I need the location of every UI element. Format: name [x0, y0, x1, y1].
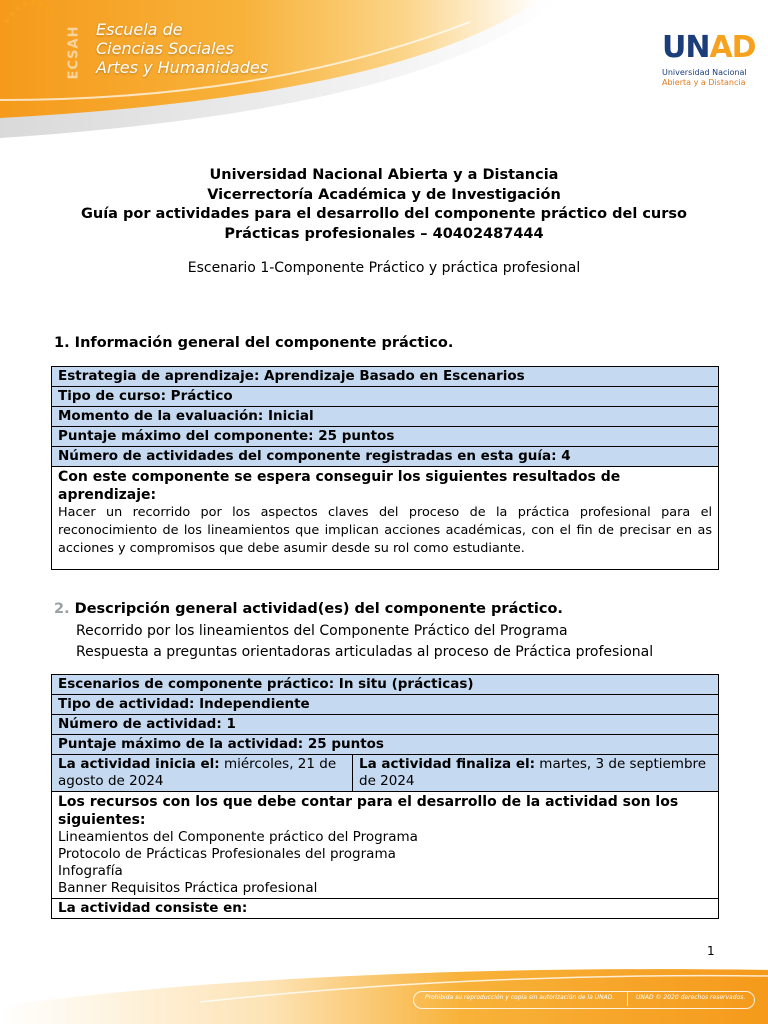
table-row: Estrategia de aprendizaje: Aprendizaje Basado en Escenarios: [52, 367, 719, 387]
title-line: Prácticas profesionales – 40402487444: [224, 225, 544, 242]
activity-end-cell: La actividad finaliza el: martes, 3 de septiembre de 2024: [353, 755, 719, 792]
page-number: 1: [707, 944, 715, 958]
footer-notice: Prohibida su reproducción y copia sin autorización de la UNAD.: [425, 994, 615, 1001]
resources-cell: [52, 792, 719, 899]
school-name: [96, 20, 268, 77]
page-header: [0, 0, 768, 160]
resource-item: Protocolo de Prácticas Profesionales del programa: [58, 846, 396, 862]
title-line: Guía por actividades para el desarrollo del componente práctico del curso: [80, 206, 687, 222]
table-row: Escenarios de componente práctico: In situ (prácticas): [52, 675, 719, 695]
table-row: Número de actividades del componente registradas en esta guía: 4: [52, 447, 719, 467]
unad-logo-subtitle: Universidad Nacional Abierta y a Distancia: [662, 68, 747, 87]
learning-outcomes-heading: Con este componente se espera conseguir los siguientes resultados de aprendizaje:: [58, 469, 621, 503]
activity-start-cell: La actividad inicia el: miércoles, 21 de agosto de 2024: [52, 755, 353, 792]
table-row: Momento de la evaluación: Inicial: [52, 407, 719, 427]
resource-item: Lineamientos del Componente práctico del Programa: [58, 829, 418, 845]
section-1-heading: 1. Información general del componente práctico.: [54, 335, 454, 351]
section-1-table: [51, 366, 719, 570]
school-line: Ciencias Sociales: [96, 39, 234, 58]
table-row: Puntaje máximo del componente: 25 puntos: [52, 427, 719, 447]
ecsah-vertical-label: ECSAH: [66, 25, 82, 79]
resource-item: Infografía: [58, 863, 123, 879]
title-line: Universidad Nacional Abierta y a Distancia: [209, 167, 559, 183]
learning-outcomes-text: Hacer un recorrido por los aspectos claves del proceso de la práctica profesional para el reconocimiento de los lineamientos que implican acciones académicas, con el fin de precisar en as acciones y compromisos que debe asumir desde su rol como estudiante.: [58, 505, 712, 556]
footer-copyright: UNAD © 2020 derechos reservados.: [636, 994, 746, 1001]
section-2-heading: 2. Descripción general actividad(es) del componente práctico.: [54, 601, 563, 617]
section-2-line: Recorrido por los lineamientos del Componente Práctico del Programa: [76, 623, 568, 639]
activity-consists-cell: La actividad consiste en:: [52, 899, 719, 919]
unad-logo-wordmark: UNAD: [662, 30, 756, 65]
table-row: Número de actividad: 1: [52, 715, 719, 735]
table-row: Tipo de actividad: Independiente: [52, 695, 719, 715]
title-line: Vicerrectoría Académica y de Investigación: [207, 186, 561, 203]
document-titles: [0, 166, 768, 244]
resources-heading: Los recursos con los que debe contar para el desarrollo de la actividad son los siguientes:: [58, 794, 679, 828]
scenario-subtitle: Escenario 1-Componente Práctico y práctica profesional: [187, 260, 581, 276]
unad-logo-dots: [0, 0, 100, 80]
section-2-table: [51, 674, 719, 919]
section-2-line: Respuesta a preguntas orientadoras articuladas al proceso de Práctica profesional: [76, 644, 654, 660]
resource-item: Banner Requisitos Práctica profesional: [58, 880, 318, 896]
footer-separator: [627, 992, 628, 1006]
table-row: Puntaje máximo de la actividad: 25 puntos: [52, 735, 719, 755]
school-line: Artes y Humanidades: [96, 58, 269, 77]
school-line: Escuela de: [96, 20, 183, 39]
learning-outcomes-cell: [52, 467, 719, 570]
table-row: Tipo de curso: Práctico: [52, 387, 719, 407]
